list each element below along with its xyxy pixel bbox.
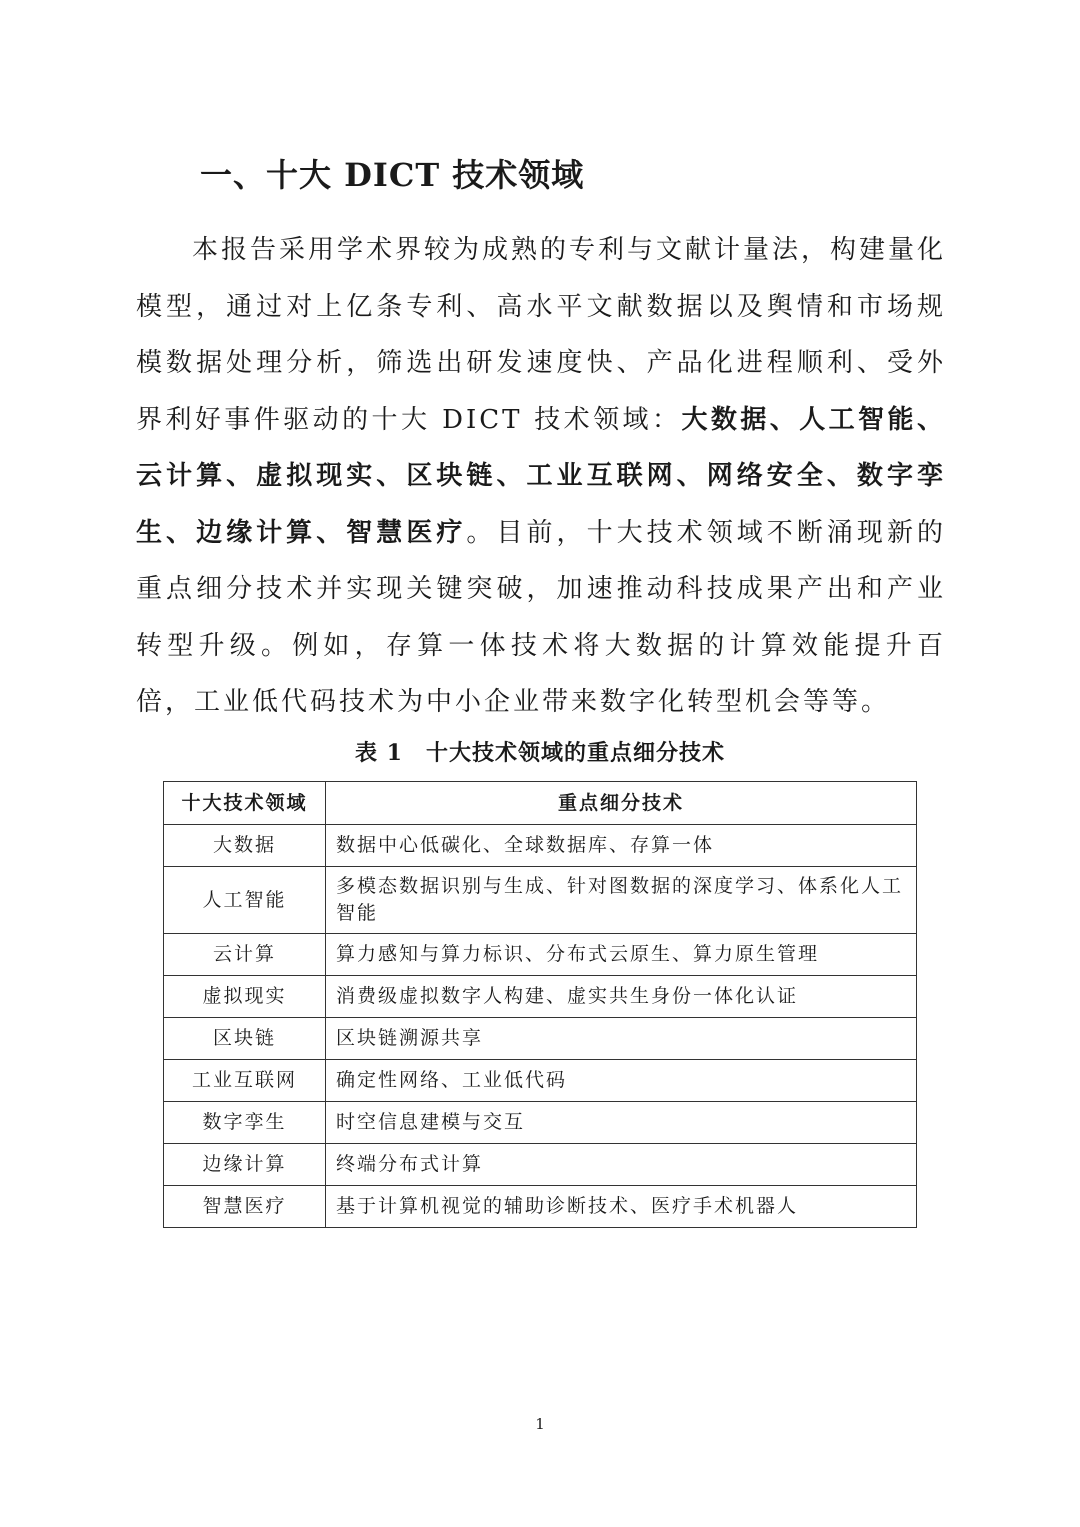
row-tech: 确定性网络、工业低代码 (326, 1060, 917, 1102)
row-field: 数字孪生 (164, 1102, 326, 1144)
paragraph-intro: 本报告采用学术界较为成熟的专利与文献计量法，构建量化模型，通过对上亿条专利、高水平文献数据以及舆情和市场规模数据处理分析，筛选出研发速度快、产品化进程顺利、受外界利好事件驱动的十大 DICT 技术领域： (136, 235, 947, 435)
paragraph-rest: 。目前，十大技术领域不断涌现新的重点细分技术并实现关键突破，加速推动科技成果产出和产业转型升级。例如，存算一体技术将大数据的计算效能提升百倍，工业低代码技术为中小企业带来数字化转型机会等等。 (136, 517, 946, 717)
table-row (164, 976, 917, 1018)
body-paragraph (136, 222, 946, 731)
header-tech: 重点细分技术 (326, 782, 917, 825)
header-field: 十大技术领域 (164, 782, 326, 825)
row-tech: 终端分布式计算 (326, 1144, 917, 1186)
row-tech: 区块链溯源共享 (326, 1018, 917, 1060)
table-row (164, 1144, 917, 1186)
row-field: 云计算 (164, 934, 326, 976)
row-tech: 算力感知与算力标识、分布式云原生、算力原生管理 (326, 934, 917, 976)
row-field: 虚拟现实 (164, 976, 326, 1018)
row-tech: 基于计算机视觉的辅助诊断技术、医疗手术机器人 (326, 1186, 917, 1228)
section-heading: 一、十大 DICT 技术领域 (200, 156, 585, 194)
table-row (164, 867, 917, 934)
row-tech: 消费级虚拟数字人构建、虚实共生身份一体化认证 (326, 976, 917, 1018)
table-header-row (164, 782, 917, 825)
row-field: 人工智能 (164, 867, 326, 934)
row-field: 智慧医疗 (164, 1186, 326, 1228)
table-row (164, 934, 917, 976)
paragraph-highlight: 大数据、人工智能、云计算、虚拟现实、区块链、工业互联网、网络安全、数字孪生、边缘计算、智慧医疗 (136, 404, 946, 548)
table-row (164, 825, 917, 867)
row-field: 边缘计算 (164, 1144, 326, 1186)
page-number: 1 (535, 1415, 545, 1433)
row-field: 区块链 (164, 1018, 326, 1060)
row-tech: 多模态数据识别与生成、针对图数据的深度学习、体系化人工智能 (326, 867, 917, 934)
row-tech: 时空信息建模与交互 (326, 1102, 917, 1144)
row-field: 工业互联网 (164, 1060, 326, 1102)
row-field: 大数据 (164, 825, 326, 867)
table-row (164, 1018, 917, 1060)
tech-table (163, 781, 917, 1228)
table-caption: 表 1 十大技术领域的重点细分技术 (355, 740, 725, 766)
row-tech: 数据中心低碳化、全球数据库、存算一体 (326, 825, 917, 867)
table-row (164, 1102, 917, 1144)
table-row (164, 1186, 917, 1228)
table-row (164, 1060, 917, 1102)
